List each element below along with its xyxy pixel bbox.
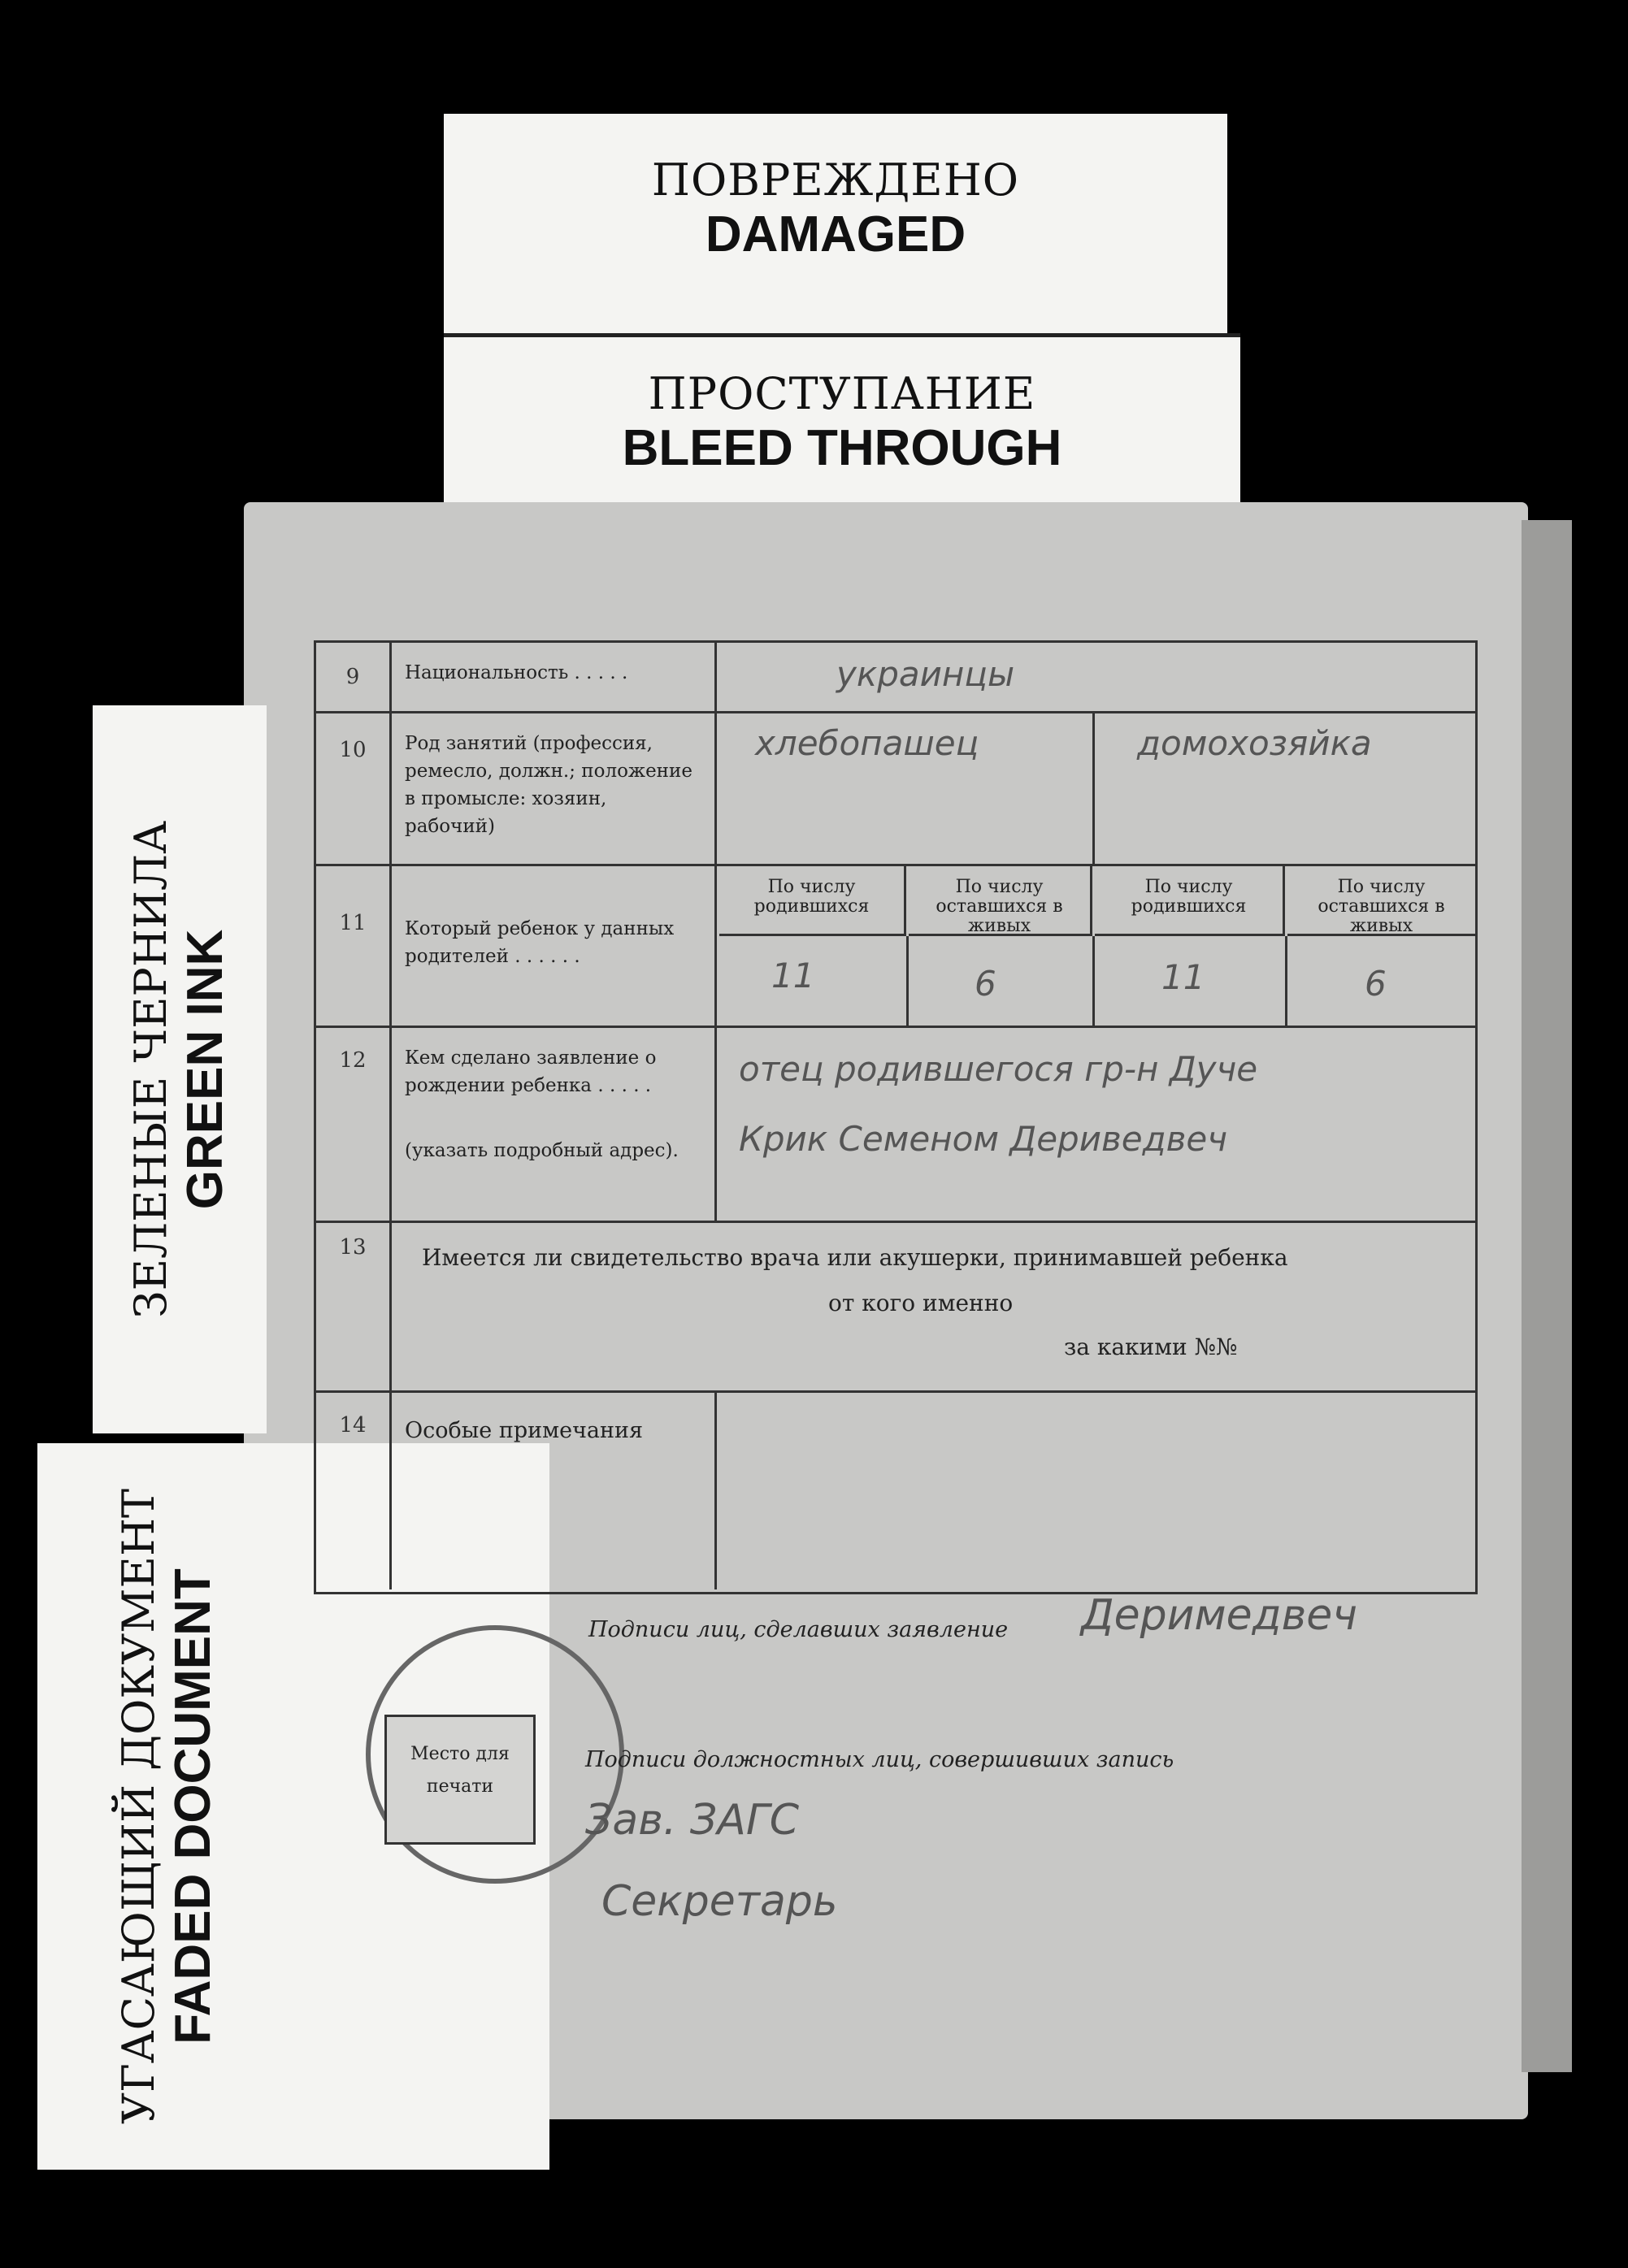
row-child-order bbox=[316, 866, 1475, 1028]
col-header: По числу оставшихся в живых bbox=[1287, 866, 1475, 936]
document-edge bbox=[1522, 520, 1572, 2072]
row-notes bbox=[316, 1393, 1475, 1589]
official-signature-2: Секретарь bbox=[601, 1877, 838, 1926]
row-number: 12 bbox=[316, 1028, 392, 1221]
green-ink-tag bbox=[93, 705, 267, 1433]
declarant-line-1: отец родившегося гр-н Дуче bbox=[739, 1049, 1258, 1089]
child-count-value: 11 bbox=[1161, 957, 1205, 997]
child-count-value: 6 bbox=[1365, 964, 1387, 1004]
row-number: 11 bbox=[316, 866, 392, 1026]
bleed-tag-en: BLEED THROUGH bbox=[622, 420, 1062, 476]
damaged-tag bbox=[444, 114, 1227, 333]
row-number: 9 bbox=[316, 643, 392, 711]
faded-tag-en: FADED DOCUMENT bbox=[165, 1568, 221, 2045]
green-tag-en: GREEN INK bbox=[177, 929, 233, 1210]
row-number: 10 bbox=[316, 713, 392, 864]
stamp-place-label: Место для печати bbox=[384, 1715, 536, 1845]
bleed-tag-ru: ПРОСТУПАНИЕ bbox=[648, 368, 1036, 419]
row-label: Особые примечания bbox=[392, 1393, 717, 1589]
child-count-value: 6 bbox=[975, 964, 996, 1004]
address-label: (указать подробный адрес). bbox=[405, 1140, 679, 1161]
declarant-label: Кем сделано заявление о рождении ребенка . . . . . bbox=[405, 1047, 657, 1096]
row-declarant bbox=[316, 1028, 1475, 1223]
certificate-from-whom: от кого именно bbox=[828, 1290, 1014, 1316]
applicants-signature-label: Подписи лиц, сделавших заявление bbox=[588, 1617, 1009, 1642]
certificate-number: за какими №№ bbox=[1064, 1333, 1238, 1360]
row-label bbox=[392, 1028, 717, 1221]
registration-form bbox=[314, 640, 1478, 1594]
row-occupation bbox=[316, 713, 1475, 866]
bleed-through-tag bbox=[444, 333, 1240, 508]
row-label: Национальность . . . . . bbox=[392, 643, 717, 711]
faded-tag-ru: УГАСАЮЩИЙ ДОКУМЕНТ bbox=[113, 1488, 164, 2125]
row-nationality bbox=[316, 643, 1475, 713]
row-number: 14 bbox=[316, 1393, 392, 1589]
damaged-tag-en: DAMAGED bbox=[705, 206, 966, 262]
row-label: Род занятий (профессия, ремесло, должн.; положение в промысле: хозяин, рабочий) bbox=[392, 713, 717, 864]
father-occupation-value: хлебопашец bbox=[755, 723, 979, 763]
official-signature-1: Зав. ЗАГС bbox=[585, 1796, 800, 1845]
green-tag-ru: ЗЕЛЕНЫЕ ЧЕРНИЛА bbox=[125, 821, 176, 1318]
col-header: По числу родившихся bbox=[719, 866, 906, 936]
row-certificate bbox=[316, 1223, 1475, 1393]
applicants-signature: Деримедвеч bbox=[1081, 1591, 1357, 1640]
row-number: 13 bbox=[316, 1223, 392, 1390]
certificate-question: Имеется ли свидетельство врача или акушерки, принимавшей ребенка bbox=[422, 1244, 1288, 1271]
col-header: По числу родившихся bbox=[1095, 866, 1285, 936]
declarant-line-2: Крик Семеном Дериведвеч bbox=[739, 1119, 1228, 1159]
officials-signature-label: Подписи должностных лиц, совершивших запись bbox=[585, 1747, 1174, 1772]
mother-occupation-value: домохозяйка bbox=[1137, 723, 1372, 763]
damaged-tag-ru: ПОВРЕЖДЕНО bbox=[651, 154, 1020, 206]
row-label: Который ребенок у данных родителей . . . . . . bbox=[392, 866, 717, 1026]
col-header: По числу оставшихся в живых bbox=[909, 866, 1092, 936]
child-count-value: 11 bbox=[771, 956, 815, 995]
nationality-value: украинцы bbox=[836, 654, 1015, 694]
